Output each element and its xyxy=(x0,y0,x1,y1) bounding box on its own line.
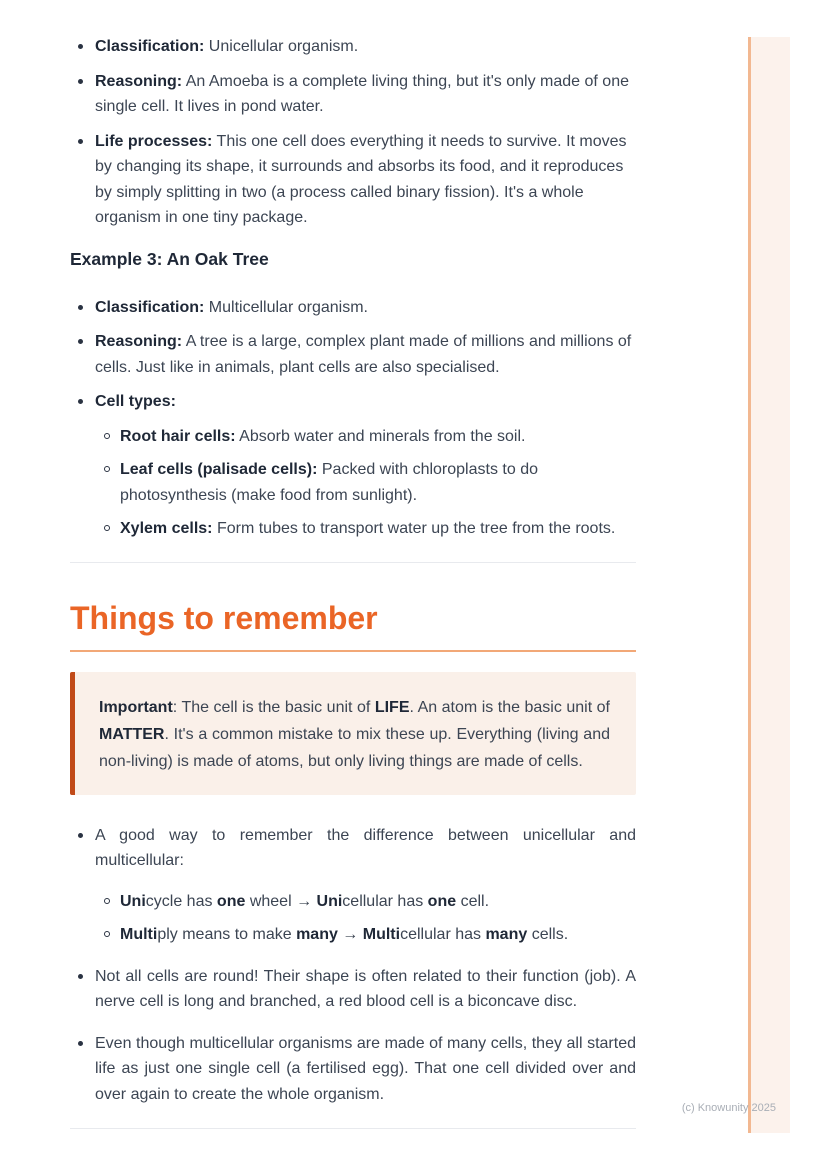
important-callout xyxy=(70,672,636,795)
sub-list-item xyxy=(95,922,636,948)
right-accent-stripe xyxy=(751,37,790,1133)
list-item xyxy=(70,34,636,60)
list-item xyxy=(70,129,636,231)
watermark: (c) Knowunity 2025 xyxy=(681,1102,776,1114)
list-item-text: Xylem cells: Form tubes to transport water up the tree from the roots. xyxy=(120,520,616,537)
things-to-remember-heading: Things to remember xyxy=(70,600,636,652)
list-item xyxy=(70,1031,636,1108)
list-item xyxy=(70,964,636,1015)
amoeba-bullet-list xyxy=(70,34,636,231)
list-item xyxy=(70,389,636,542)
right-accent-line xyxy=(748,37,751,1133)
list-item-text: Even though multicellular organisms are made of many cells, they all started life as just one single cell (a fertilised egg). That one cell divided over and over again to create the whole organism. xyxy=(95,1034,636,1103)
mnemonic-sublist xyxy=(95,889,636,948)
remember-bullet-list xyxy=(70,823,636,1108)
list-item-text: Life processes: This one cell does everything it needs to survive. It moves by changing its shape, it surrounds and absorbs its food, and it reproduces by simply splitting in two (a process called binary fission). It's a whole organism in one tiny package. xyxy=(95,132,627,226)
list-item xyxy=(70,329,636,380)
cell-types-sublist xyxy=(95,424,636,542)
list-item-text: Leaf cells (palisade cells): Packed with chloroplasts to do photosynthesis (make food from sunlight). xyxy=(120,461,538,504)
list-item-text: Multiply means to make many → Multicellular has many cells. xyxy=(120,926,569,943)
page-content xyxy=(70,34,636,1129)
oak-tree-bullet-list xyxy=(70,295,636,542)
example3-heading: Example 3: An Oak Tree xyxy=(70,248,269,269)
list-item-text: Unicycle has one wheel → Unicellular has one cell. xyxy=(120,892,490,910)
section-divider xyxy=(70,562,636,563)
list-item xyxy=(70,295,636,321)
list-item-text: Classification: Multicellular organism. xyxy=(95,298,368,316)
list-item-text: Reasoning: An Amoeba is a complete living thing, but it's only made of one single cell. It lives in pond water. xyxy=(95,72,629,115)
sub-list-item xyxy=(95,516,636,542)
list-item-text: Classification: Unicellular organism. xyxy=(95,38,359,55)
sub-list-item xyxy=(95,424,636,450)
sub-list-item xyxy=(95,889,636,915)
list-item-text: Root hair cells: Absorb water and minerals from the soil. xyxy=(120,427,526,445)
list-item-text: Reasoning: A tree is a large, complex plant made of millions and millions of cells. Just like in animals, plant cells are also specialised. xyxy=(95,333,632,376)
list-item-text: A good way to remember the difference between unicellular and multicellular: xyxy=(95,826,636,869)
callout-text: Important: The cell is the basic unit of LIFE. An atom is the basic unit of MATTER. It's a common mistake to mix these up. Everything (living and non-living) is made of atoms, but only living things are made of cells. xyxy=(99,698,611,770)
list-item xyxy=(70,69,636,120)
bottom-divider xyxy=(70,1128,636,1129)
list-item xyxy=(70,823,636,948)
list-item-text: Cell types: xyxy=(95,393,176,410)
list-item-text: Not all cells are round! Their shape is often related to their function (job). A nerve cell is long and branched, a red blood cell is a biconcave disc. xyxy=(95,967,636,1010)
sub-list-item xyxy=(95,457,636,508)
